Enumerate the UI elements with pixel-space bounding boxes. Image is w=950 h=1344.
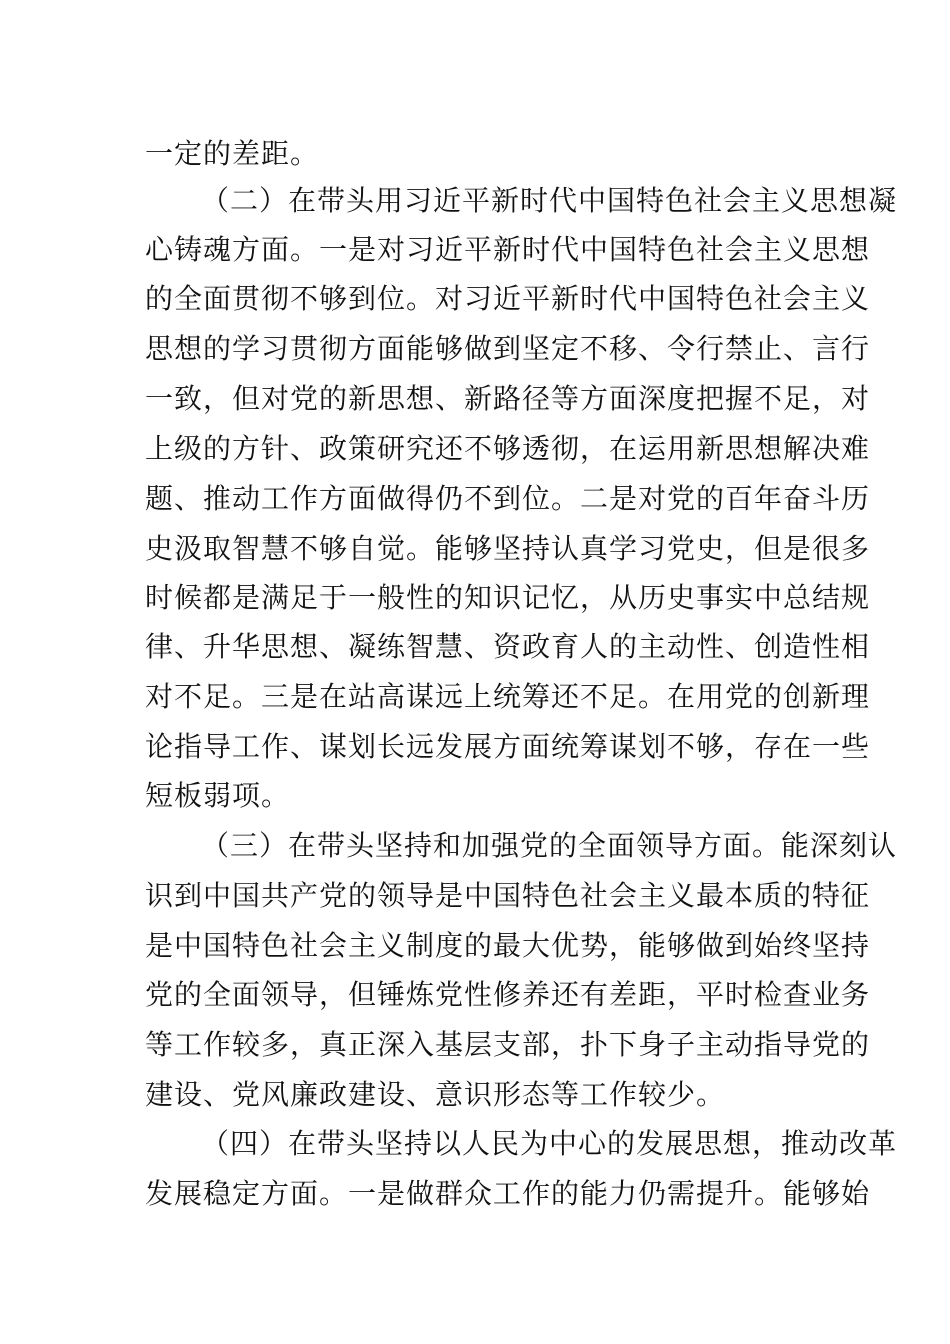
- text-line: 短板弱项。: [145, 779, 291, 812]
- text-line: 时候都是满足于一般性的知识记忆，从历史事实中总结规: [145, 581, 871, 614]
- section-heading-4: （四）在带头坚持以人民为中心的发展思想，推动改革: [201, 1127, 898, 1160]
- text-line: 是中国特色社会主义制度的最大优势，能够做到始终坚持: [145, 929, 871, 962]
- text-line: 识到中国共产党的领导是中国特色社会主义最本质的特征: [145, 879, 871, 912]
- text-line: 的全面贯彻不够到位。对习近平新时代中国特色社会主义: [145, 282, 871, 315]
- text-line: 史汲取智慧不够自觉。能够坚持认真学习党史，但是很多: [145, 532, 871, 565]
- text-line: 律、升华思想、凝练智慧、资政育人的主动性、创造性相: [145, 630, 871, 663]
- section-heading-3: （三）在带头坚持和加强党的全面领导方面。能深刻认: [201, 829, 898, 862]
- text-line: 一致，但对党的新思想、新路径等方面深度把握不足，对: [145, 382, 871, 415]
- text-line: 思想的学习贯彻方面能够做到坚定不移、令行禁止、言行: [145, 332, 871, 365]
- text-line: 等工作较多，真正深入基层支部，扑下身子主动指导党的: [145, 1028, 871, 1061]
- text-line: 题、推动工作方面做得仍不到位。二是对党的百年奋斗历: [145, 482, 871, 515]
- text-line: 对不足。三是在站高谋远上统筹还不足。在用党的创新理: [145, 680, 871, 713]
- text-line: 论指导工作、谋划长远发展方面统筹谋划不够，存在一些: [145, 730, 871, 763]
- section-heading-2: （二）在带头用习近平新时代中国特色社会主义思想凝: [201, 184, 898, 217]
- text-line: 建设、党风廉政建设、意识形态等工作较少。: [145, 1078, 726, 1111]
- text-line: 党的全面领导，但锤炼党性修养还有差距，平时检查业务: [145, 978, 871, 1011]
- text-line: 发展稳定方面。一是做群众工作的能力仍需提升。能够始: [145, 1177, 871, 1210]
- text-line: 上级的方针、政策研究还不够透彻，在运用新思想解决难: [145, 432, 871, 465]
- text-line: 心铸魂方面。一是对习近平新时代中国特色社会主义思想: [145, 233, 871, 266]
- text-line: 一定的差距。: [145, 137, 320, 170]
